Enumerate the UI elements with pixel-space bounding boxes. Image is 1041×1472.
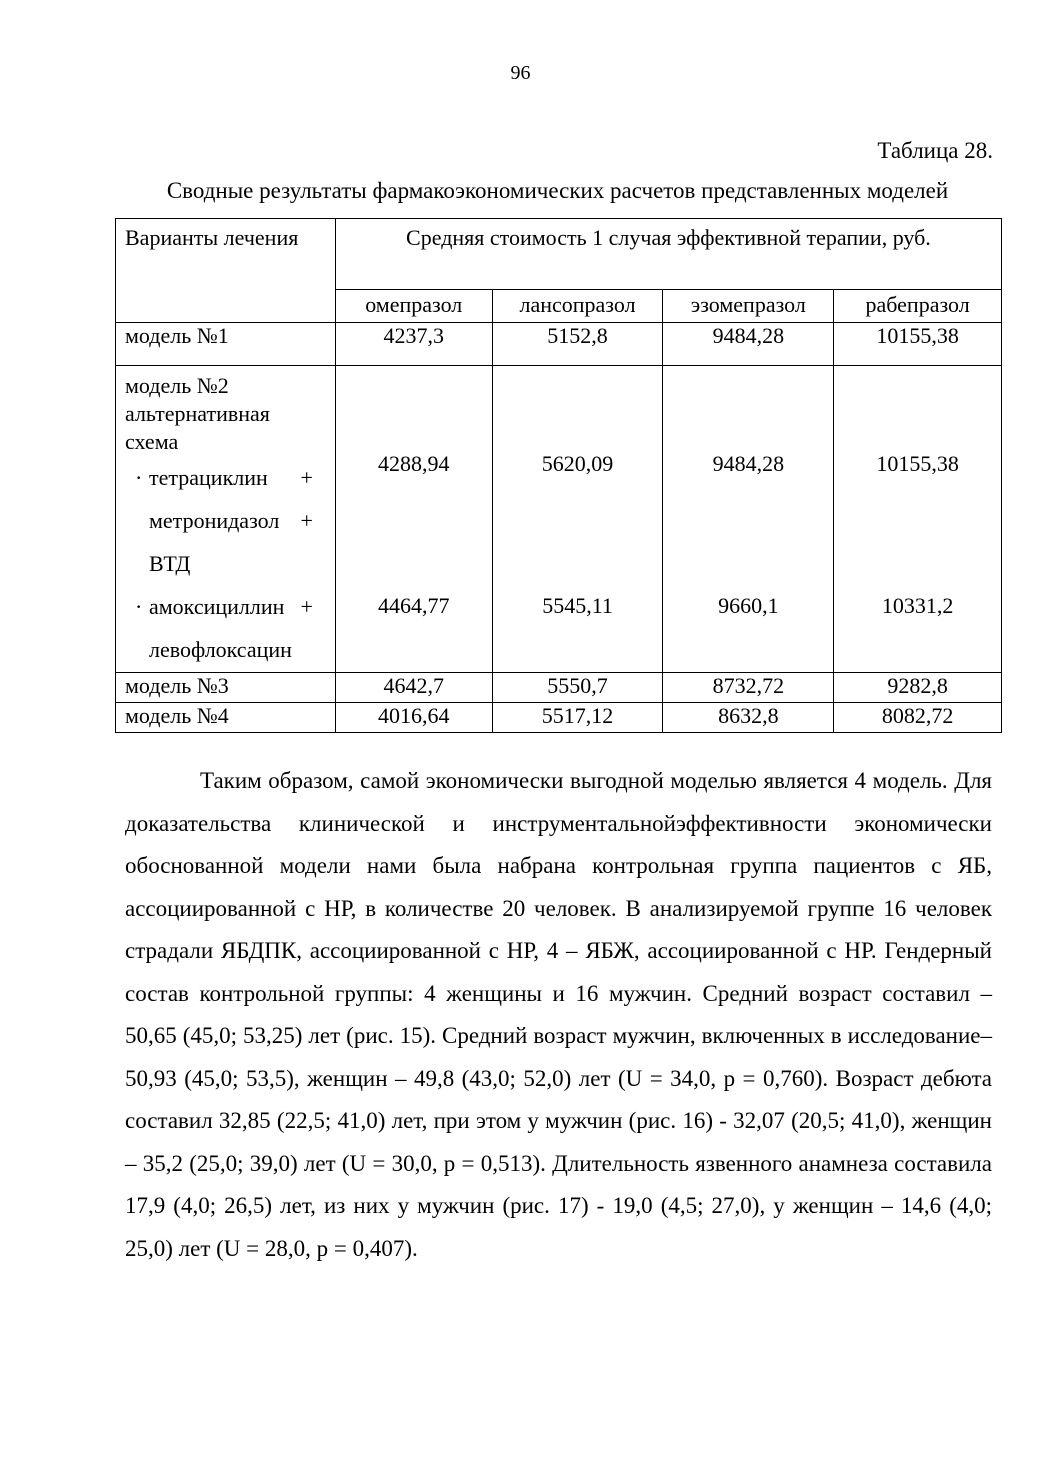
- row-label-line: схема: [125, 429, 179, 454]
- row-label: модель №1: [116, 323, 336, 366]
- header-drug-lansoprazole: лансопразол: [492, 290, 663, 323]
- row-label: модель №4: [116, 703, 336, 733]
- body-text: [125, 760, 992, 1270]
- cell-value: 5517,12: [492, 703, 663, 733]
- cell-model-2-omeprazole: [335, 366, 492, 673]
- header-drug-rabeprazole: рабепразол: [834, 290, 1002, 323]
- table-row-model-3: [116, 673, 1002, 703]
- scheme-1-line: метронидазол: [149, 508, 280, 533]
- scheme-2-line: амоксициллин: [149, 594, 285, 619]
- scheme-1-label: [125, 456, 335, 585]
- cell-value: 4642,7: [335, 673, 492, 703]
- row-label-line: альтернативная: [125, 401, 270, 426]
- cell-value: 5545,11: [542, 593, 613, 618]
- cell-value: 9660,1: [718, 593, 779, 618]
- cell-value: 5550,7: [492, 673, 663, 703]
- row-label-line: модель №2: [125, 373, 229, 398]
- cell-value: 4237,3: [335, 323, 492, 366]
- cell-value: 9282,8: [834, 673, 1002, 703]
- plus-sign: +: [300, 465, 313, 490]
- bullet-marker: ·: [135, 594, 143, 619]
- plus-sign: +: [300, 594, 313, 619]
- cell-value: 8082,72: [834, 703, 1002, 733]
- cell-value: 10331,2: [881, 593, 954, 618]
- scheme-1-line: ВТД: [149, 551, 191, 576]
- table-caption: Таблица 28.: [877, 138, 993, 163]
- scheme-2-label: [125, 585, 335, 671]
- cell-model-2-rabeprazole: [834, 366, 1002, 673]
- body-paragraph: Таким образом, самой экономически выгодной моделью является 4 модель. Для доказательства клинической и инструментальнойэффективности экономически обоснованной модели нами была набрана контрольная группа пациентов с ЯБ, ассоциированной с НР, в количестве 20 человек. В анализируемой группе 16 человек страдали ЯБДПК, ассоциированной с НР, 4 – ЯБЖ, ассоциированной с НР. Гендерный состав контрольной группы: 4 женщины и 16 мужчин. Средний возраст составил – 50,65 (45,0; 53,25) лет (рис. 15). Средний возраст мужчин, включенных в исследование– 50,93 (45,0; 53,5), женщин – 49,8 (43,0; 52,0) лет (U = 34,0, p = 0,760). Возраст дебюта составил 32,85 (22,5; 41,0) лет, при этом у мужчин (рис. 16) - 32,07 (20,5; 41,0), женщин – 35,2 (25,0; 39,0) лет (U = 30,0, p = 0,513). Длительность язвенного анамнеза составила 17,9 (4,0; 26,5) лет, из них у мужчин (рис. 17) - 19,0 (4,5; 27,0), у женщин – 14,6 (4,0; 25,0) лет (U = 28,0, p = 0,407).: [125, 768, 992, 1261]
- table-row-model-4: [116, 703, 1002, 733]
- cell-value: 5620,09: [541, 451, 614, 476]
- table-title: Сводные результаты фармакоэкономических расчетов представленных моделей: [166, 178, 949, 203]
- bullet-marker: ·: [135, 465, 143, 490]
- header-drug-esomeprazole: эзомепразол: [663, 290, 834, 323]
- cell-model-2-lansoprazole: [492, 366, 663, 673]
- cell-value: 4464,77: [378, 593, 450, 618]
- table-header-row: [116, 219, 1002, 290]
- cell-model-2-esomeprazole: [663, 366, 834, 673]
- table-row-model-1: [116, 323, 1002, 366]
- header-drug-omeprazole: омепразол: [335, 290, 492, 323]
- cell-value: 10155,38: [876, 451, 959, 476]
- table-row-model-2: [116, 366, 1002, 673]
- cell-value: 4288,94: [378, 451, 450, 476]
- results-table: [115, 218, 1002, 733]
- header-treatment-variants: Варианты лечения: [116, 219, 336, 323]
- cell-value: 10155,38: [834, 323, 1002, 366]
- header-average-cost: Средняя стоимость 1 случая эффективной терапии, руб.: [335, 219, 1001, 290]
- cell-value: 8732,72: [663, 673, 834, 703]
- row-label: модель №3: [116, 673, 336, 703]
- scheme-1-line: тетрациклин: [149, 465, 268, 490]
- cell-value: 5152,8: [492, 323, 663, 366]
- plus-sign: +: [300, 508, 313, 533]
- scheme-2-line: левофлоксацин: [149, 637, 292, 662]
- cell-value: 9484,28: [712, 451, 785, 476]
- cell-value: 8632,8: [663, 703, 834, 733]
- cell-value: 9484,28: [663, 323, 834, 366]
- page-number: 96: [510, 62, 531, 84]
- row-label-model-2: [116, 366, 336, 673]
- cell-value: 4016,64: [335, 703, 492, 733]
